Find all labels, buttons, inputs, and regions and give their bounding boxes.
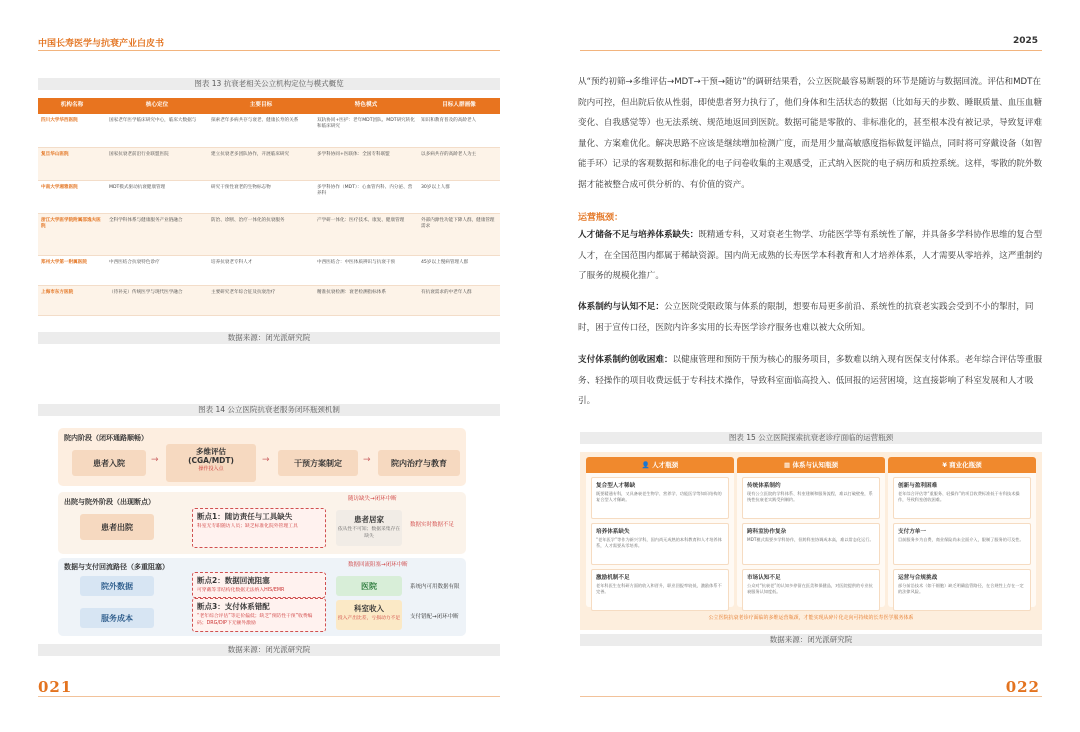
flow-box-admission: 患者入院 [72, 450, 146, 476]
paragraph-2-lead: 人才储备不足与培养体系缺失： [578, 230, 699, 240]
item-title: 运营与合规挑战 [898, 575, 938, 581]
column-header [737, 457, 885, 473]
table13-cell: 四川大学华西医院 [38, 114, 106, 147]
item-body: 部分前沿技术（如干细胞）缺乏明确监管路径，在合规性上存在一定的法律风险。 [898, 583, 1024, 594]
paragraph-4-lead: 支付体系制约创收困难： [578, 355, 673, 365]
assessment-sub: 操作投入点 [198, 466, 224, 472]
list-item [742, 569, 880, 611]
running-header-title: 中国长寿医学与抗衰产业白皮书 [38, 39, 165, 49]
header-rule-left [38, 50, 500, 51]
table13-cell: 探索老年多病共存与衰老、健康长寿的关系 [208, 114, 314, 147]
list-item [591, 569, 729, 611]
column-header [888, 457, 1036, 473]
table13-cell: （待补充）传统医学与现代医学融合 [106, 285, 208, 315]
flow-box-assessment [166, 444, 256, 482]
fig15-caption: 图表 15 公立医院探索抗衰老诊疗面临的运营瓶颈 [580, 432, 1042, 444]
breakpoint-2-body: 可穿戴等非结构化数据无法纳入HIS/EMR [197, 588, 285, 593]
fig14-diagram [58, 428, 466, 638]
sec3-note: 数据回流阻塞→闭环中断 [348, 562, 408, 568]
item-body: 现有公立医院的学科体系、科室建制和服务流程，难以打破壁垒，系统性抗衰老实践受到制约。 [747, 491, 873, 502]
breakpoint-3-title: 断点3：支付体系错配 [197, 602, 270, 611]
column-commercial [888, 457, 1036, 607]
table13-cell: 30岁以上人群 [418, 180, 500, 213]
table-row [38, 114, 500, 147]
table-row [38, 285, 500, 315]
table13-header: 目标人群画像 [418, 98, 500, 114]
item-body: 既要精通专科，又具备衰老生物学、营养学、功能医学等知识结构的复合型人才稀缺。 [596, 491, 722, 502]
list-item [591, 523, 729, 565]
table13-cell: 中南大学湘雅医院 [38, 180, 106, 213]
table13-cell: 复旦华山医院 [38, 147, 106, 180]
paragraph-2-body: 既精通专科，又对衰老生物学、功能医学等有系统性了解，并具备多学科协作思维的复合型人才，在全国范围内都属于稀缺资源。国内尚无成熟的长寿医学本科教育和人才培养体系，人才需要从零培养，这严重制约了服务的规模化推广。 [578, 230, 1043, 281]
item-title: 培养体系缺失 [596, 529, 630, 535]
table13-cell: 有抗衰需求的中老年人群 [418, 285, 500, 315]
breakpoint-3-body: “老年综合评估”等定价偏低；缺乏“预防性干预”收费编码；DRG/DIP下无额外激励 [197, 614, 313, 626]
table13-cell: 中西医结合：中医体质辨识与抗衰干预 [314, 255, 418, 285]
sec2-title: 出院与院外阶段（出现断点） [64, 498, 155, 506]
fig15-diagram [580, 452, 1042, 630]
paragraph-4 [578, 350, 1044, 412]
table13-cell: 防治、诊断、治疗一体化的抗衰服务 [208, 213, 314, 255]
footer-rule-right [580, 696, 1042, 697]
table13-cell: 外部内源性功能下降人群，健康管理需求 [418, 213, 500, 255]
subheading-operational: 运营瓶颈： [578, 213, 624, 223]
table13-cell: 全科学科体系与健康服务产业链融合 [106, 213, 208, 255]
sec1-title: 院内阶段（闭环通路顺畅） [64, 434, 148, 442]
table13-cell: MDT模式驱动抗衰健康管理 [106, 180, 208, 213]
item-body: 目前服务多为自费，商业保险尚未全面介入，限制了服务的可及性。 [898, 537, 1024, 542]
breakpoint-3 [192, 598, 326, 632]
item-title: 跨科室协作复杂 [747, 529, 787, 535]
fig13-source: 数据来源：闭光派研究院 [38, 332, 500, 344]
breakpoint-1-body: 科室无专职随访人员；缺乏标准化院外管理工具 [197, 524, 298, 529]
paragraph-3-lead: 体系制约与认知不足： [578, 302, 664, 312]
list-item [742, 477, 880, 519]
table13-header: 机构名称 [38, 98, 106, 114]
column-system [737, 457, 885, 607]
dept-income-label: 科室收入 [354, 604, 384, 613]
item-title: 激励机制不足 [596, 575, 630, 581]
home-sub: 依从性不可知；数据采集存在缺失 [337, 527, 401, 539]
sec3-side-note-2: 支付错配→闭环中断 [410, 614, 459, 620]
breakpoint-1-title: 断点1：随访责任与工具缺失 [197, 512, 293, 521]
coin-icon: ¥ [942, 461, 950, 469]
paragraph-2 [578, 225, 1044, 287]
flow-box-hospital: 医院 [336, 576, 402, 596]
table-row [38, 213, 500, 255]
table13-cell: 建立抗衰老多团队协作，开展临床研究 [208, 147, 314, 180]
list-item [591, 477, 729, 519]
column-title: 人才瓶颈 [652, 461, 679, 469]
list-item [893, 523, 1031, 565]
home-label: 患者居家 [354, 515, 384, 524]
table-row [38, 255, 500, 285]
item-title: 复合型人才稀缺 [596, 483, 636, 489]
fig15-footer: 公立医院抗衰老诊疗面临的多维运营瓶颈，才能实现从碎片化走向可持续的长寿医学服务体系 [708, 615, 914, 621]
item-body: “老年医学”等作为新兴学科，国内尚无成熟的本科教育和人才培养体系，人才需要从零培养。 [596, 537, 722, 548]
list-item [893, 477, 1031, 519]
item-title: 市场认知不足 [747, 575, 781, 581]
table13-header: 主要目标 [208, 98, 314, 114]
flow-box-discharge: 患者出院 [80, 514, 154, 540]
fig14-caption: 图表 14 公立医院抗衰老服务闭环瓶颈机制 [38, 404, 500, 416]
table13-cell: 研究干预性衰老的生物标志物 [208, 180, 314, 213]
fig15-source: 数据来源：闭光派研究院 [580, 634, 1042, 646]
paragraph-3 [578, 297, 1044, 338]
assessment-label: 多维评估 (CGA/MDT) [188, 447, 234, 465]
item-body: 老年综合评估等“重服务、轻操作”的项目收费标准低于专科技术操作，导致科室创收困难。 [898, 491, 1020, 502]
page-number-left: 021 [38, 678, 73, 696]
item-body: 老年科医生在科研方面的收入和晋升，职业回报率较低，激励体系不完善。 [596, 583, 722, 594]
building-icon: ▦ [784, 461, 793, 469]
column-title: 体系与认知瓶颈 [792, 461, 838, 469]
paragraph-1: 从“预约初筛→多维评估→MDT→干预→随访”的调研结果看，公立医院最容易断裂的环节是随访与数据回流。评估和MDT在院内可控，但出院后依从性弱，即使患者努力执行了，他们身体和生活状态的数据（比如每天的步数、睡眠质量、血压血糖变化、自我感觉等）也无法系统、规范地返回到医院。数据可能是零散的、非标准化的，甚至根本没有被记录，导致复评难量化、方案难优化。解决思路不应该是继续增加检测广度，而是用少量高敏感度指标做复评锚点，同时将可穿戴设备（如智能手环）记录的客观数据和标准化的电子问卷收集的主观感受，正式纳入医院的电子病历和质控系统。这样，零散的院外数据才能被整合成可供分析的、有价值的资产。 [578, 77, 1043, 190]
column-title: 商业化瓶颈 [949, 461, 982, 469]
header-rule-right [580, 50, 1042, 51]
table-row [38, 180, 500, 213]
fig14-source: 数据来源：闭光派研究院 [38, 644, 500, 656]
table13-cell: 多学科协同+医联体：全国专科联盟 [314, 147, 418, 180]
breakpoint-2 [192, 572, 326, 598]
sec2-side-note: 数据实时数据不足 [410, 522, 455, 528]
person-icon: 👤 [641, 461, 653, 469]
breakpoint-1 [192, 508, 326, 548]
table-13 [38, 98, 500, 316]
column-header [586, 457, 734, 473]
item-body: 公众对“抗衰老”的认知多停留在医美和保健品，对医院提供的专业抗衰服务认知度低。 [747, 583, 873, 594]
flow-box-plan: 干预方案制定 [278, 450, 358, 476]
table13-cell: 国家抗衰老前沿行业联盟医院 [106, 147, 208, 180]
flow-box-home [336, 510, 402, 546]
table13-header: 特色模式 [314, 98, 418, 114]
item-title: 创新与盈利困难 [898, 483, 938, 489]
table13-cell: 郑州大学第一附属医院 [38, 255, 106, 285]
table13-header: 核心定位 [106, 98, 208, 114]
flow-box-treatment: 院内治疗与教育 [378, 450, 460, 476]
running-header-year: 2025 [1012, 36, 1038, 46]
item-body: MDT模式需要多学科协作，但跨科室协调成本高，难以常态化运行。 [747, 537, 874, 542]
sec3-title: 数据与支付回流路径（多重阻塞） [64, 563, 169, 571]
table13-cell: 以多病共存的高龄老人为主 [418, 147, 500, 180]
table13-cell: 45岁以上慢病管理人群 [418, 255, 500, 285]
arrow-icon: → [151, 455, 159, 465]
list-item [893, 569, 1031, 611]
footer-rule-left [38, 696, 500, 697]
paragraph-4-body: 以健康管理和预防干预为核心的服务项目，多数难以纳入现有医保支付体系。老年综合评估等重服务、轻操作的项目收费远低于专科技术操作，导致科室面临高投入、低回报的运营困境，这直接影响了科室发展和人才吸引。 [578, 355, 1043, 406]
table13-cell: 双轨协同+医护：老年MDT团队、MDT研究转化和临床研究 [314, 114, 418, 147]
table-row [38, 147, 500, 180]
dept-income-sub: 投入产出比差，亏损动力不足 [337, 616, 401, 621]
page-number-right: 022 [1005, 678, 1040, 696]
arrow-icon: → [363, 455, 371, 465]
table13-cell: 国家老年医学临床研究中心，临床大数据与 [106, 114, 208, 147]
sec2-note: 随访缺失→闭环中断 [348, 496, 397, 502]
table13-cell: 中西医结合抗衰特色诊疗 [106, 255, 208, 285]
flow-box-external-data: 院外数据 [80, 576, 154, 596]
item-title: 支付方单一 [898, 529, 926, 535]
paragraph-3-body: 公立医院受限政策与体系的限制，想要布局更多前沿、系统性的抗衰老实践会受到不小的掣肘，同时，困于宣传口径，医院内许多实用的长寿医学诊疗服务也难以被大众所知。 [578, 302, 1034, 333]
table13-cell: 精准抗衰检测：衰老检测指标体系 [314, 285, 418, 315]
flow-box-dept-income [336, 600, 402, 630]
column-talent [586, 457, 734, 607]
table13-cell: 多学科协作（MDT）：心血管内科、内分泌、营养科 [314, 180, 418, 213]
list-item [742, 523, 880, 565]
table13-cell: 主要研究老年综合征及抗衰治疗 [208, 285, 314, 315]
sec3-side-note-1: 系统内可用数据有限 [410, 584, 460, 590]
breakpoint-2-title: 断点2：数据回流阻塞 [197, 576, 270, 585]
item-title: 传统体系制约 [747, 483, 781, 489]
flow-box-service-cost: 服务成本 [80, 608, 154, 628]
table13-cell: 上海市东方医院 [38, 285, 106, 315]
table13-cell: 知识和教育普及的高龄老人 [418, 114, 500, 147]
fig13-caption: 图表 13 抗衰老相关公立机构定位与模式概览 [38, 78, 500, 90]
table13-cell: 培养抗衰老专科人才 [208, 255, 314, 285]
table13-cell: 产学研一体化：医疗技术、康复、健康管理 [314, 213, 418, 255]
arrow-icon: → [262, 455, 270, 465]
table13-cell: 浙江大学医学院附属邵逸夫医院 [38, 213, 106, 255]
